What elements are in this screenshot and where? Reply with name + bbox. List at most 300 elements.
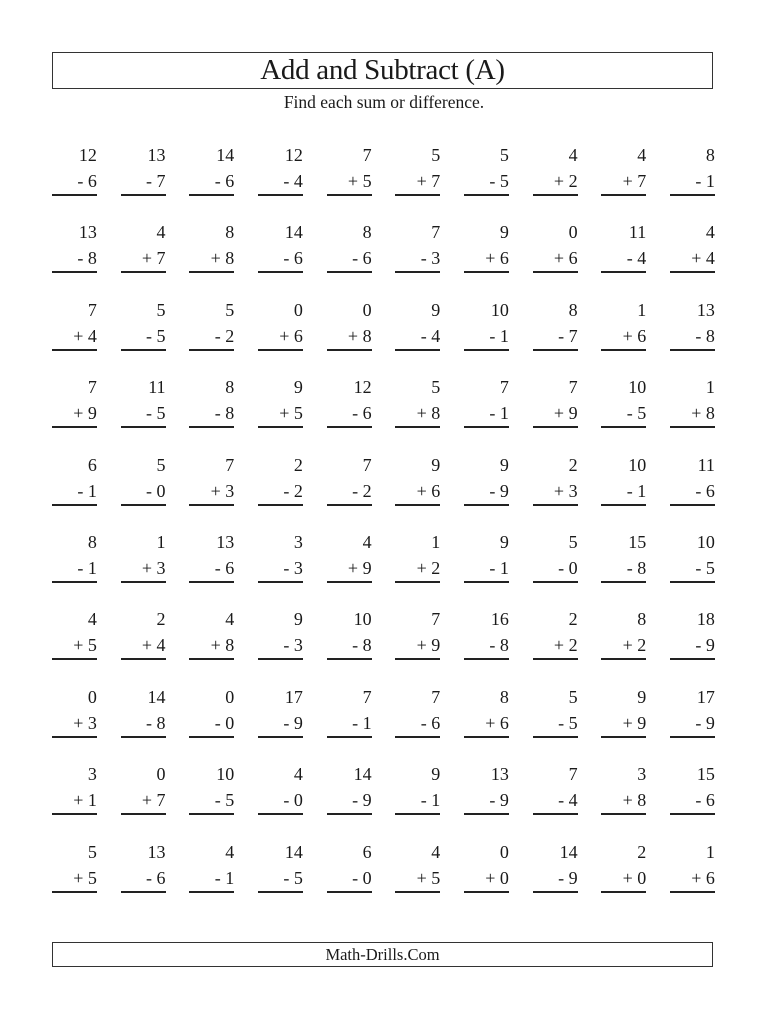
- problem: [189, 221, 234, 298]
- top-operand: 16: [490, 609, 509, 630]
- bottom-operand: [489, 402, 509, 424]
- problem: [464, 454, 509, 531]
- operator: -: [352, 248, 359, 269]
- bottom-operand: [352, 402, 372, 424]
- operator: +: [347, 325, 359, 346]
- top-operand: 1: [705, 841, 715, 862]
- top-operand: 2: [637, 841, 647, 862]
- top-operand: 8: [225, 377, 235, 398]
- answer-line: [533, 426, 578, 428]
- operand-value: 6: [499, 712, 509, 733]
- operand-value: 5: [362, 171, 372, 191]
- operator: -: [352, 403, 359, 424]
- bottom-operand: [695, 712, 715, 734]
- bottom-operand: [352, 712, 372, 734]
- problem: [464, 531, 509, 608]
- bottom-operand: [489, 634, 509, 656]
- top-operand: 7: [568, 377, 578, 398]
- operand-value: 9: [637, 712, 647, 733]
- bottom-operand: [77, 247, 97, 269]
- top-operand: 4: [362, 531, 372, 552]
- answer-line: [258, 736, 303, 738]
- answer-line: [670, 194, 715, 196]
- bottom-operand: [146, 170, 166, 192]
- operator: +: [210, 248, 221, 269]
- title-box: [52, 52, 713, 89]
- answer-line: [670, 658, 715, 660]
- bottom-operand: [421, 789, 441, 811]
- operator: -: [489, 557, 496, 578]
- operand-value: 8: [705, 325, 715, 346]
- problem: [395, 376, 440, 453]
- operand-value: 9: [705, 635, 715, 656]
- top-operand: 8: [499, 686, 509, 707]
- bottom-operand: [73, 325, 97, 347]
- operator: +: [279, 403, 290, 424]
- problem: [395, 221, 440, 298]
- answer-line: [464, 194, 509, 196]
- operator: +: [141, 557, 153, 578]
- problem: [189, 841, 234, 918]
- problem: [533, 454, 578, 531]
- operand-value: 1: [362, 712, 372, 733]
- answer-line: [52, 194, 97, 196]
- bottom-operand: [695, 480, 715, 502]
- operand-value: 5: [568, 712, 578, 733]
- operand-value: 4: [293, 171, 303, 191]
- operand-value: 1: [431, 790, 441, 811]
- operator: -: [77, 171, 84, 191]
- problem: [464, 299, 509, 376]
- problem: [52, 841, 97, 918]
- answer-line: [189, 891, 234, 893]
- operand-value: 7: [156, 790, 166, 811]
- problem: [670, 454, 715, 531]
- top-operand: 15: [696, 764, 715, 785]
- answer-line: [670, 891, 715, 893]
- bottom-operand: [73, 712, 97, 734]
- answer-line: [258, 504, 303, 506]
- bottom-operand: [146, 325, 166, 347]
- bottom-operand: [215, 170, 235, 192]
- bottom-operand: [489, 170, 509, 192]
- problem: [533, 531, 578, 608]
- operand-value: 6: [362, 248, 372, 269]
- operator: -: [352, 480, 359, 501]
- operand-value: 2: [568, 171, 578, 191]
- top-operand: 9: [637, 686, 647, 707]
- problem: [601, 531, 646, 608]
- bottom-operand: [77, 170, 97, 192]
- operator: -: [352, 635, 359, 656]
- answer-line: [601, 813, 646, 815]
- bottom-operand: [627, 557, 647, 579]
- bottom-operand: [558, 557, 578, 579]
- top-operand: 15: [628, 531, 647, 552]
- answer-line: [533, 736, 578, 738]
- bottom-operand: [558, 867, 578, 889]
- top-operand: 2: [568, 454, 578, 475]
- problem: [258, 608, 303, 685]
- top-operand: 13: [490, 764, 509, 785]
- operator: -: [283, 712, 290, 733]
- operand-value: 3: [156, 557, 166, 578]
- problem: [670, 686, 715, 763]
- operand-value: 6: [705, 867, 715, 888]
- answer-line: [464, 891, 509, 893]
- bottom-operand: [417, 557, 441, 579]
- answer-line: [601, 504, 646, 506]
- answer-line: [189, 271, 234, 273]
- problem: [601, 841, 646, 918]
- operand-value: 6: [293, 325, 303, 346]
- problem: [327, 686, 372, 763]
- problem: [464, 221, 509, 298]
- problem: [601, 763, 646, 840]
- operand-value: 3: [293, 635, 303, 656]
- bottom-operand: [215, 325, 235, 347]
- answer-line: [121, 194, 166, 196]
- operator: -: [283, 557, 290, 578]
- operand-value: 1: [637, 480, 647, 501]
- answer-line: [121, 271, 166, 273]
- problem: [601, 608, 646, 685]
- top-operand: 5: [499, 145, 509, 165]
- operand-value: 1: [87, 480, 97, 501]
- bottom-operand: [73, 402, 97, 424]
- answer-line: [601, 349, 646, 351]
- problem: [52, 608, 97, 685]
- answer-line: [533, 271, 578, 273]
- top-operand: 9: [499, 222, 509, 243]
- answer-line: [601, 194, 646, 196]
- top-operand: 5: [225, 299, 235, 320]
- bottom-operand: [348, 557, 372, 579]
- answer-line: [670, 813, 715, 815]
- operator: -: [77, 248, 84, 269]
- answer-line: [533, 581, 578, 583]
- operator: +: [347, 171, 359, 191]
- problem-row: [52, 763, 715, 840]
- answer-line: [601, 581, 646, 583]
- bottom-operand: [623, 634, 647, 656]
- footer-text: Math-Drills.Com: [325, 944, 440, 964]
- operand-value: 5: [431, 867, 441, 888]
- operator: +: [622, 867, 633, 888]
- problem: [395, 531, 440, 608]
- problem: [533, 841, 578, 918]
- operator: -: [146, 171, 153, 191]
- top-operand: 4: [225, 609, 235, 630]
- operator: -: [489, 171, 496, 191]
- bottom-operand: [283, 170, 303, 192]
- top-operand: 9: [431, 299, 441, 320]
- operand-value: 5: [499, 171, 509, 191]
- operator: +: [416, 867, 427, 888]
- problem-row: [52, 686, 715, 763]
- operand-value: 8: [362, 325, 372, 346]
- problem: [52, 299, 97, 376]
- top-operand: 7: [362, 145, 372, 165]
- answer-line: [189, 658, 234, 660]
- operator: -: [352, 790, 359, 811]
- bottom-operand: [627, 247, 647, 269]
- answer-line: [395, 349, 440, 351]
- problem: [189, 376, 234, 453]
- bottom-operand: [279, 402, 303, 424]
- answer-line: [52, 581, 97, 583]
- operator: -: [352, 867, 359, 888]
- operand-value: 3: [568, 480, 578, 501]
- answer-line: [395, 736, 440, 738]
- answer-line: [395, 891, 440, 893]
- bottom-operand: [215, 402, 235, 424]
- operator: +: [416, 557, 427, 578]
- operator: +: [485, 867, 496, 888]
- answer-line: [670, 581, 715, 583]
- top-operand: 9: [431, 454, 441, 475]
- operand-value: 8: [87, 248, 97, 269]
- top-operand: 0: [568, 222, 578, 243]
- bottom-operand: [695, 557, 715, 579]
- answer-line: [601, 658, 646, 660]
- answer-line: [395, 658, 440, 660]
- problem: [464, 686, 509, 763]
- operator: +: [416, 480, 427, 501]
- bottom-operand: [554, 634, 578, 656]
- answer-line: [327, 426, 372, 428]
- operator: -: [558, 325, 565, 346]
- top-operand: 8: [637, 609, 647, 630]
- answer-line: [464, 658, 509, 660]
- problem: [327, 531, 372, 608]
- problem: [601, 686, 646, 763]
- operand-value: 5: [705, 557, 715, 578]
- operand-value: 4: [568, 790, 578, 811]
- bottom-operand: [691, 402, 715, 424]
- bottom-operand: [421, 712, 441, 734]
- answer-line: [52, 504, 97, 506]
- answer-line: [533, 194, 578, 196]
- top-operand: 1: [156, 531, 166, 552]
- top-operand: 8: [362, 222, 372, 243]
- top-operand: 6: [362, 841, 372, 862]
- operator: -: [283, 480, 290, 501]
- bottom-operand: [279, 325, 303, 347]
- top-operand: 5: [431, 377, 441, 398]
- answer-line: [327, 891, 372, 893]
- problem: [327, 841, 372, 918]
- bottom-operand: [627, 402, 647, 424]
- answer-line: [464, 581, 509, 583]
- operand-value: 1: [499, 325, 509, 346]
- operator: -: [352, 712, 359, 733]
- bottom-operand: [489, 557, 509, 579]
- operand-value: 9: [568, 867, 578, 888]
- operand-value: 9: [362, 790, 372, 811]
- problem: [327, 299, 372, 376]
- operator: -: [489, 403, 496, 424]
- problem: [189, 763, 234, 840]
- top-operand: 0: [156, 764, 166, 785]
- operator: +: [73, 867, 84, 888]
- operator: +: [553, 635, 565, 656]
- top-operand: 9: [293, 377, 303, 398]
- top-operand: 13: [147, 145, 166, 165]
- answer-line: [533, 813, 578, 815]
- bottom-operand: [623, 170, 647, 192]
- answer-line: [464, 504, 509, 506]
- problem: [533, 608, 578, 685]
- top-operand: 1: [637, 299, 647, 320]
- operator: -: [626, 248, 633, 269]
- operator: -: [695, 480, 702, 501]
- bottom-operand: [489, 789, 509, 811]
- answer-line: [258, 658, 303, 660]
- operand-value: 5: [156, 403, 166, 424]
- top-operand: 13: [216, 531, 235, 552]
- problem: [121, 454, 166, 531]
- operand-value: 5: [637, 403, 647, 424]
- answer-line: [189, 813, 234, 815]
- problem: [327, 376, 372, 453]
- bottom-operand: [623, 325, 647, 347]
- operator: +: [553, 248, 565, 269]
- operator: +: [622, 171, 633, 191]
- operand-value: 7: [637, 171, 647, 191]
- operand-value: 3: [87, 712, 97, 733]
- answer-line: [258, 891, 303, 893]
- problem: [189, 299, 234, 376]
- operator: -: [558, 790, 565, 811]
- problem: [121, 686, 166, 763]
- operator: -: [283, 635, 290, 656]
- operand-value: 7: [568, 325, 578, 346]
- problem-row: [52, 608, 715, 685]
- problem: [601, 376, 646, 453]
- bottom-operand: [73, 867, 97, 889]
- top-operand: 4: [705, 222, 715, 243]
- bottom-operand: [142, 789, 166, 811]
- top-operand: 9: [499, 531, 509, 552]
- answer-line: [121, 426, 166, 428]
- operator: -: [558, 557, 565, 578]
- operand-value: 5: [87, 635, 97, 656]
- bottom-operand: [352, 247, 372, 269]
- answer-line: [395, 194, 440, 196]
- bottom-operand: [211, 480, 235, 502]
- answer-line: [189, 581, 234, 583]
- operator: +: [416, 403, 427, 424]
- bottom-operand: [554, 170, 578, 192]
- bottom-operand: [215, 557, 235, 579]
- bottom-operand: [691, 867, 715, 889]
- answer-line: [327, 658, 372, 660]
- answer-line: [670, 736, 715, 738]
- top-operand: 17: [284, 686, 303, 707]
- operand-value: 4: [156, 635, 166, 656]
- top-operand: 0: [87, 686, 97, 707]
- bottom-operand: [348, 170, 372, 192]
- operand-value: 2: [568, 635, 578, 656]
- operator: -: [695, 171, 702, 191]
- footer-box: [52, 942, 713, 967]
- top-operand: 14: [353, 764, 372, 785]
- answer-line: [52, 813, 97, 815]
- top-operand: 7: [568, 764, 578, 785]
- operator: -: [214, 557, 221, 578]
- operand-value: 8: [362, 635, 372, 656]
- bottom-operand: [695, 170, 715, 192]
- operator: -: [146, 712, 153, 733]
- top-operand: 5: [87, 841, 97, 862]
- bottom-operand: [142, 557, 166, 579]
- bottom-operand: [348, 325, 372, 347]
- problem: [258, 376, 303, 453]
- operand-value: 7: [431, 171, 441, 191]
- top-operand: 18: [696, 609, 715, 630]
- problem: [464, 763, 509, 840]
- problem: [189, 144, 234, 221]
- operand-value: 8: [156, 712, 166, 733]
- bottom-operand: [215, 712, 235, 734]
- problem: [533, 763, 578, 840]
- operator: +: [553, 403, 565, 424]
- top-operand: 7: [362, 454, 372, 475]
- problem: [189, 454, 234, 531]
- bottom-operand: [283, 480, 303, 502]
- top-operand: 13: [78, 222, 97, 243]
- operator: -: [77, 557, 84, 578]
- problem: [670, 299, 715, 376]
- top-operand: 5: [156, 299, 166, 320]
- bottom-operand: [695, 634, 715, 656]
- problem: [327, 221, 372, 298]
- answer-line: [189, 426, 234, 428]
- operand-value: 0: [362, 867, 372, 888]
- answer-line: [52, 271, 97, 273]
- answer-line: [121, 349, 166, 351]
- top-operand: 14: [559, 841, 578, 862]
- answer-line: [121, 581, 166, 583]
- problem: [121, 299, 166, 376]
- operand-value: 6: [637, 325, 647, 346]
- operator: +: [416, 171, 427, 191]
- problem: [189, 608, 234, 685]
- operator: -: [420, 712, 427, 733]
- operator: +: [553, 480, 565, 501]
- operand-value: 2: [431, 557, 441, 578]
- bottom-operand: [215, 789, 235, 811]
- top-operand: 4: [87, 609, 97, 630]
- bottom-operand: [352, 634, 372, 656]
- answer-line: [327, 581, 372, 583]
- operand-value: 5: [293, 867, 303, 888]
- operator: -: [214, 403, 221, 424]
- problem: [601, 454, 646, 531]
- bottom-operand: [691, 247, 715, 269]
- operand-value: 5: [293, 403, 303, 424]
- operator: -: [489, 635, 496, 656]
- problem: [258, 221, 303, 298]
- operand-value: 6: [499, 248, 509, 269]
- bottom-operand: [283, 634, 303, 656]
- top-operand: 5: [568, 686, 578, 707]
- problem: [52, 144, 97, 221]
- operand-value: 8: [431, 403, 441, 424]
- problem: [395, 144, 440, 221]
- answer-line: [189, 504, 234, 506]
